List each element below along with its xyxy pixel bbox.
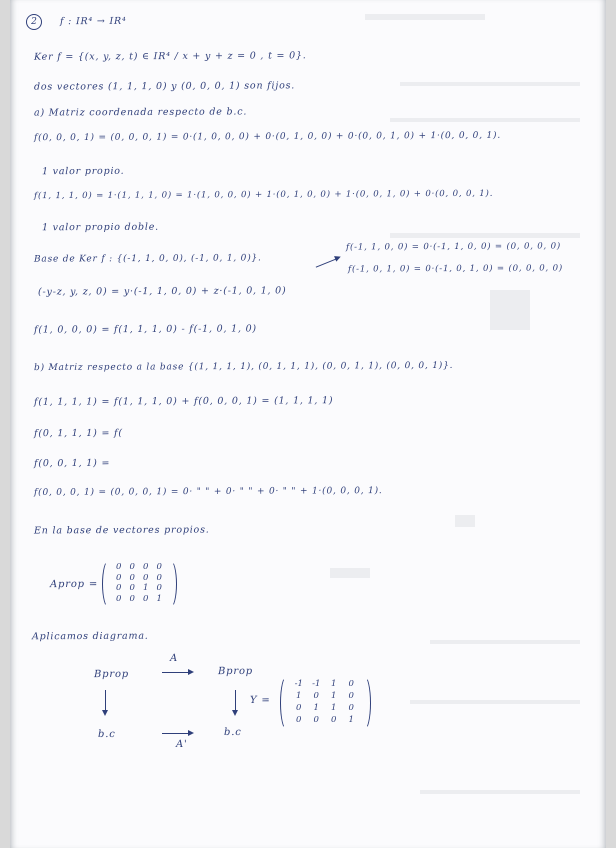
kernel-basis: Base de Ker f : {(-1, 1, 0, 0), (-1, 0, 1, 0)}. [33, 253, 262, 265]
matrix-cell: 0 [129, 572, 135, 583]
matrix-cell: 0 [143, 593, 149, 604]
matrix-cell: 1 [348, 715, 354, 725]
matrix-cell: -1 [294, 679, 303, 689]
matrix-cell: 1 [156, 593, 162, 604]
diagram-title: Aplicamos diagrama. [31, 630, 149, 643]
matrix-cell: 0 [143, 572, 149, 583]
matrix-cell: -1 [312, 679, 321, 689]
fixed-vectors-line: dos vectores (1, 1, 1, 0) y (0, 0, 0, 1) son fijos. [33, 80, 296, 93]
matrix-cell: 0 [313, 691, 319, 701]
matrix-cell: 0 [129, 562, 135, 573]
bprop-left: Bprop [93, 668, 129, 681]
matrix-cell: 0 [129, 593, 135, 604]
bleed-through-mark [455, 515, 475, 527]
basis-image-3: f(0, 0, 1, 1) = [33, 457, 111, 470]
matrix-cell: 0 [313, 715, 319, 725]
matrix-cell: 1 [296, 691, 302, 701]
kernel-definition: Ker f = {(x, y, z, t) ∈ IR⁴ / x + y + z = 0 , t = 0}. [33, 50, 307, 63]
bleed-through-mark [420, 790, 580, 794]
arrow-right-icon [162, 733, 192, 734]
bleed-through-mark [490, 290, 530, 330]
equation-2: f(1, 1, 1, 0) = 1·(1, 1, 1, 0) = 1·(1, 0, 0, 0) + 1·(0, 1, 0, 0) + 1·(0, 0, 1, 0) + 0·(0, 0, 0, 1). [33, 188, 494, 202]
aprop-matrix [112, 562, 166, 604]
matrix-cell: 0 [116, 562, 122, 573]
heading: f : IR⁴ → IR⁴ [59, 15, 127, 28]
bleed-through-mark [390, 233, 580, 238]
bottom-arrow-label: A' [175, 738, 188, 751]
equation-1: f(0, 0, 0, 1) = (0, 0, 0, 1) = 0·(1, 0, 0, 0) + 0·(0, 1, 0, 0) + 0·(0, 0, 1, 0) + 1·(0, 0, 0, 1). [33, 130, 502, 144]
basis-image-1: f(1, 1, 1, 1) = f(1, 1, 1, 0) + f(0, 0, 0, 1) = (1, 1, 1, 1) [33, 395, 334, 408]
basis-image-4: f(0, 0, 0, 1) = (0, 0, 0, 1) = 0· " " + 0· " " + 0· " " + 1·(0, 0, 0, 1). [33, 486, 383, 498]
y-label: Y = [249, 694, 271, 707]
matrix-cell: 0 [296, 703, 302, 713]
matrix-cell: 0 [143, 562, 149, 573]
matrix-cell: 0 [348, 679, 354, 689]
matrix-cell: 1 [143, 583, 149, 594]
matrix-cell: 0 [116, 593, 122, 604]
y-matrix [290, 678, 360, 726]
eigenvector-basis-note: En la base de vectores propios. [33, 524, 210, 537]
matrix-cell: 0 [129, 583, 135, 594]
matrix-cell: 0 [296, 715, 302, 725]
matrix-cell: 0 [156, 562, 162, 573]
arrow-down-icon [235, 690, 236, 714]
bleed-through-mark [390, 118, 580, 122]
matrix-cell: 1 [331, 691, 337, 701]
kernel-image-2: f(-1, 0, 1, 0) = 0·(-1, 0, 1, 0) = (0, 0, 0, 0) [347, 263, 564, 275]
arrow-down-icon [105, 690, 106, 714]
matrix-cell: 0 [156, 572, 162, 583]
right-parenthesis [164, 560, 177, 608]
kernel-image-1: f(-1, 1, 0, 0) = 0·(-1, 1, 0, 0) = (0, 0, 0, 0) [345, 241, 562, 253]
top-arrow-label: A [169, 652, 179, 665]
matrix-cell: 0 [348, 703, 354, 713]
bc-left: b.c [97, 728, 116, 741]
matrix-cell: 1 [331, 679, 337, 689]
matrix-cell: 0 [348, 691, 354, 701]
bleed-through-mark [330, 568, 370, 578]
arrow-right-icon [316, 257, 340, 267]
bleed-through-mark [365, 14, 485, 20]
arrow-right-icon [162, 672, 192, 673]
part-a-heading: a) Matriz coordenada respecto de b.c. [33, 106, 248, 119]
bleed-through-mark [400, 82, 580, 86]
right-parenthesis [358, 676, 371, 730]
aprop-label: Aprop = [49, 578, 99, 591]
bleed-through-mark [410, 700, 580, 704]
problem-number: 2 [26, 14, 42, 30]
matrix-cell: 0 [116, 583, 122, 594]
matrix-cell: 0 [156, 583, 162, 594]
matrix-cell: 1 [313, 703, 319, 713]
bleed-through-mark [430, 640, 580, 644]
matrix-cell: 0 [116, 572, 122, 583]
bc-right: b.c [223, 726, 242, 739]
part-b-heading: b) Matriz respecto a la base {(1, 1, 1, 1), (0, 1, 1, 1), (0, 0, 1, 1), (0, 0, 0, 1)}. [33, 360, 454, 374]
eigenvalue-note-2: 1 valor propio doble. [41, 221, 160, 234]
bprop-right: Bprop [217, 665, 253, 678]
equation-3: f(1, 0, 0, 0) = f(1, 1, 1, 0) - f(-1, 0, 1, 0) [33, 323, 257, 336]
basis-image-2: f(0, 1, 1, 1) = f( [33, 427, 123, 440]
scanned-page [10, 0, 606, 848]
kernel-parametrization: (-y-z, y, z, 0) = y·(-1, 1, 0, 0) + z·(-1, 0, 1, 0) [37, 285, 287, 298]
eigenvalue-note-1: 1 valor propio. [41, 165, 125, 178]
matrix-cell: 1 [331, 703, 337, 713]
matrix-cell: 0 [331, 715, 337, 725]
